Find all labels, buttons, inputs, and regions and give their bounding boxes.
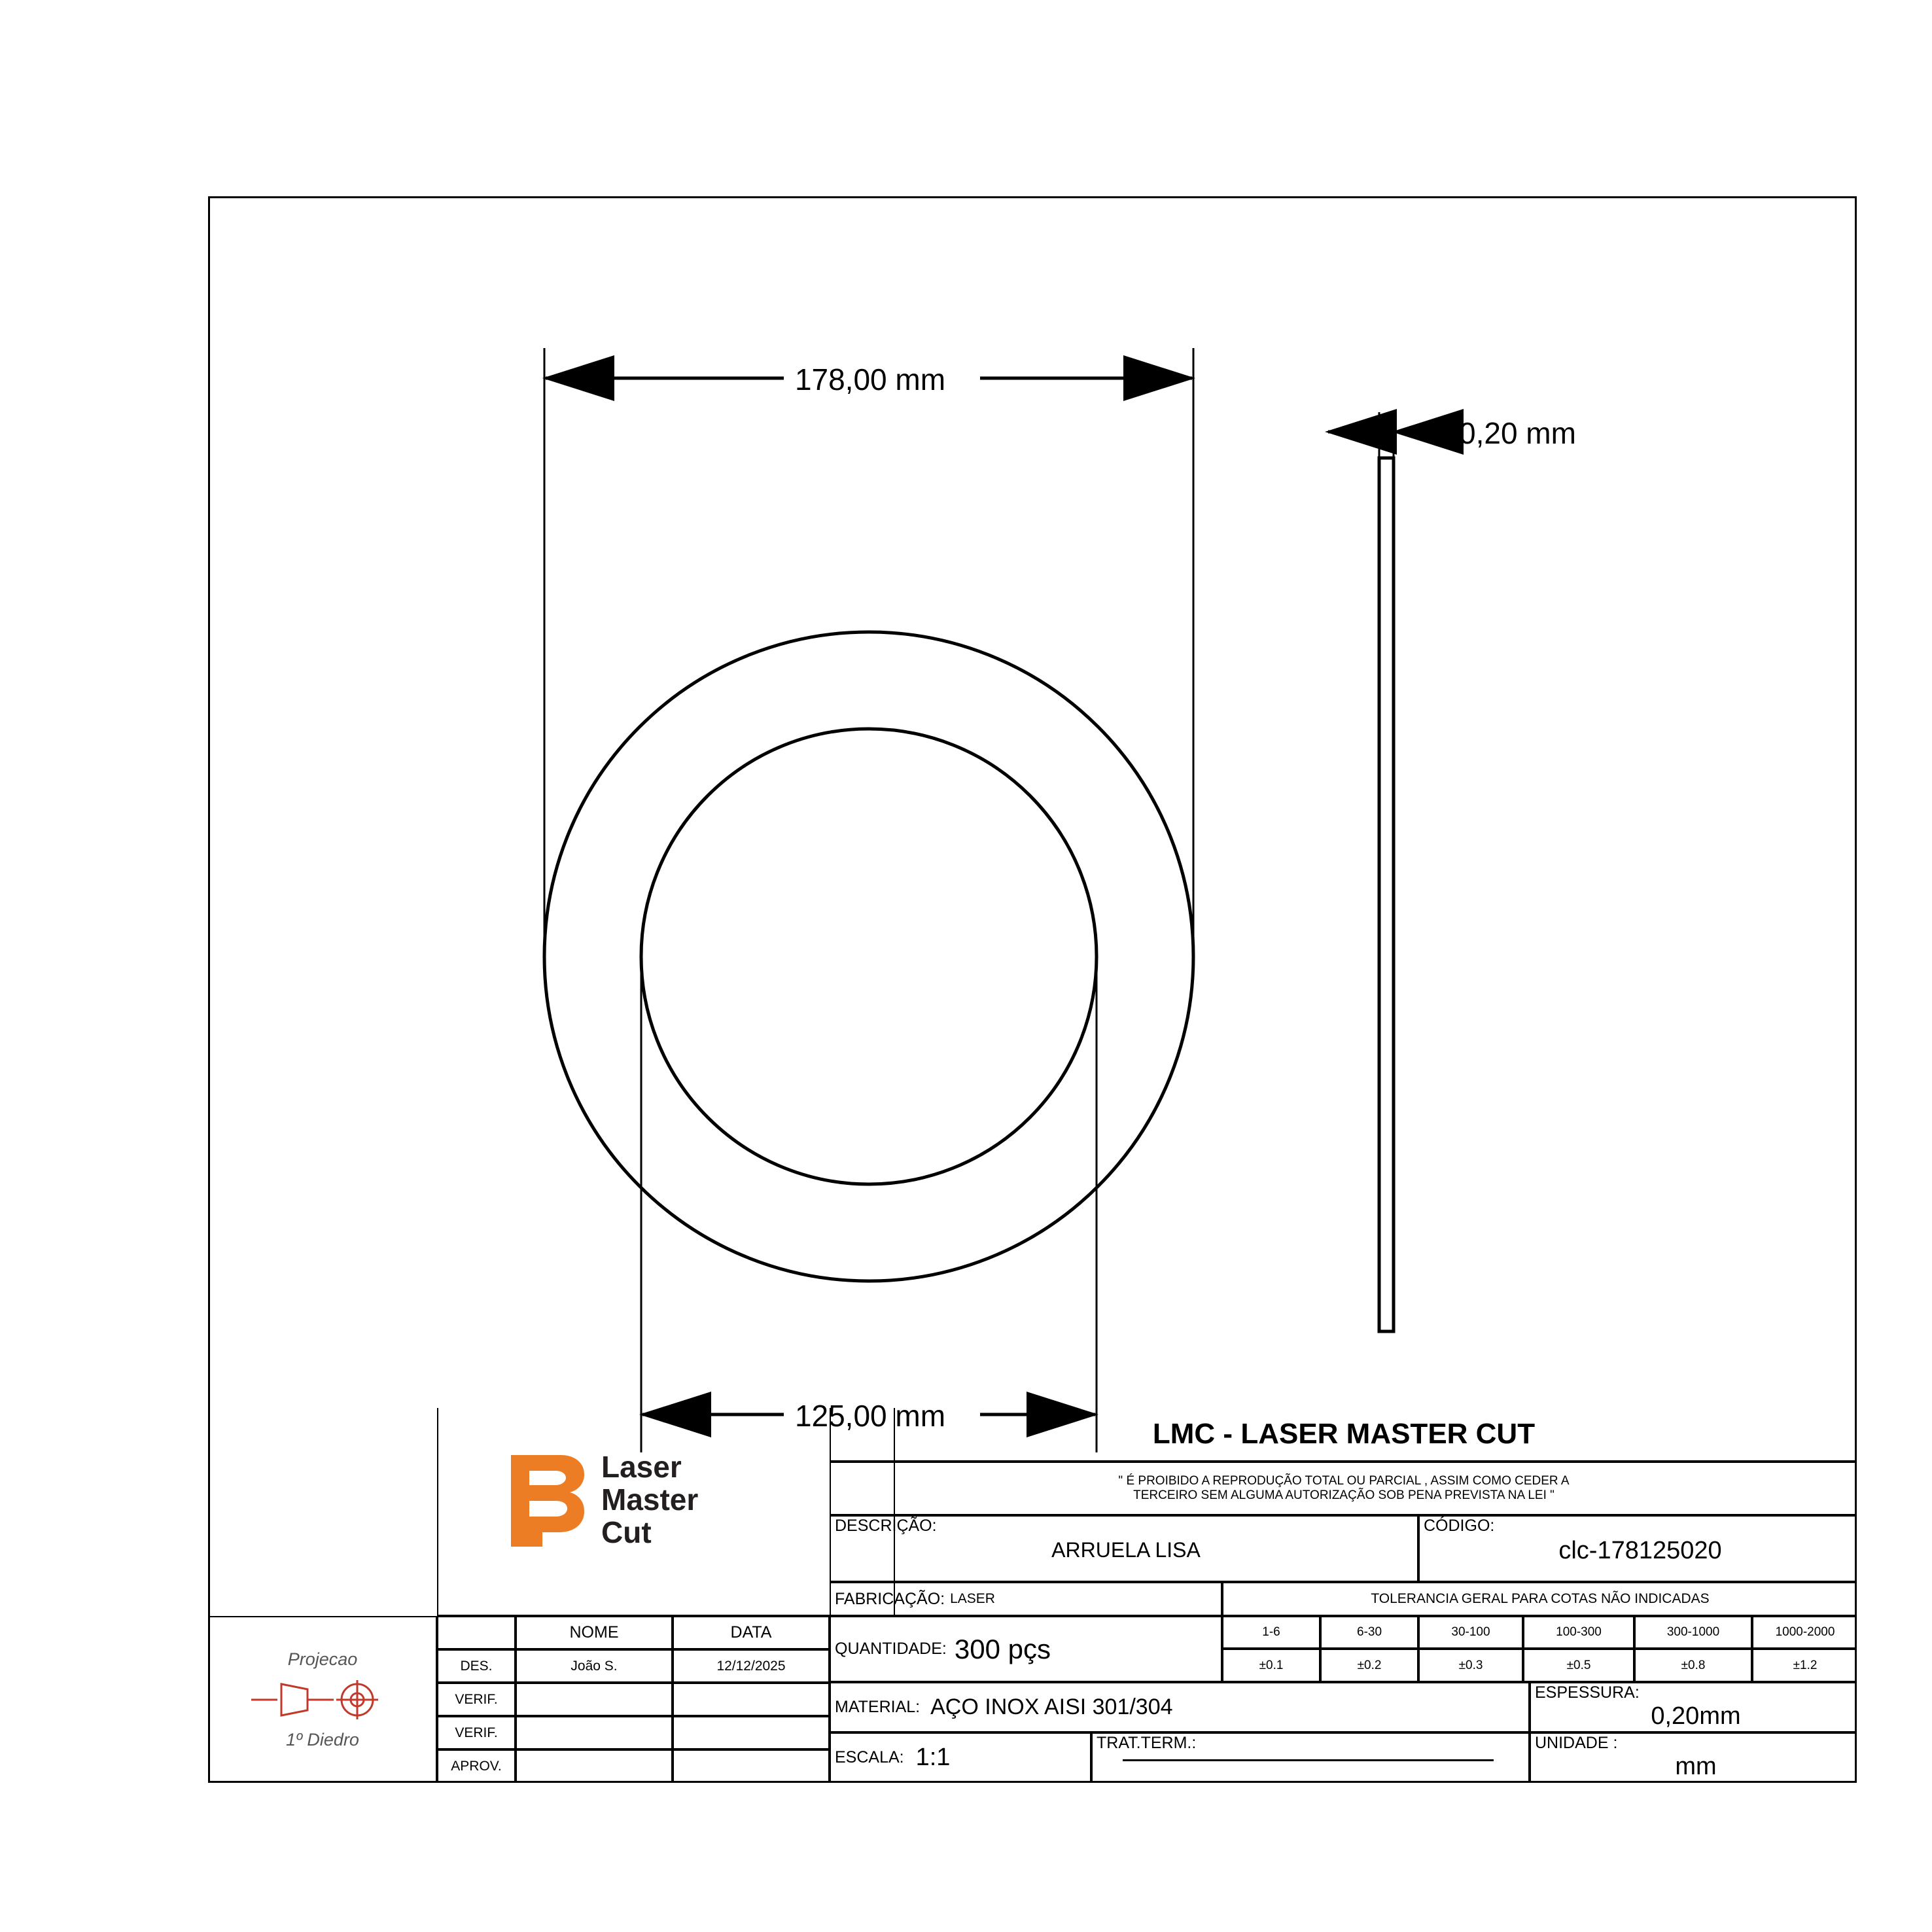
tolerance-value-3: ±0.5 [1523,1649,1634,1682]
escala-value: 1:1 [915,1744,951,1771]
projection-bottom-label: 1º Diedro [286,1729,359,1749]
signers-role-1: VERIF. [437,1683,516,1716]
tolerance-range-4: 300-1000 [1634,1616,1752,1649]
quantidade-label: QUANTIDADE: [835,1640,947,1658]
logo-line-1: Laser [601,1450,682,1484]
signers-role-3: APROV. [437,1749,516,1783]
codigo-cell [1418,1515,1857,1582]
codigo-value: clc-178125020 [1558,1537,1722,1564]
escala-cell [830,1732,1091,1783]
tolerance-range-2: 30-100 [1418,1616,1523,1649]
signers-corner-cell [437,1616,516,1649]
signers-data-3 [673,1749,830,1783]
signers-role-0: DES. [437,1649,516,1683]
tolerance-value-2: ±0.3 [1418,1649,1523,1682]
escala-label: ESCALA: [835,1748,904,1766]
espessura-cell [1530,1682,1857,1732]
projection-top-label: Projecao [287,1649,358,1669]
dim-text-inner: 125,00 mm [794,1399,946,1433]
signers-data-1 [673,1683,830,1716]
fabricacao-value: LASER [950,1591,995,1606]
signers-role-2: VERIF. [437,1716,516,1749]
dim-text-thickness: 0,20 mm [1459,416,1576,450]
descricao-value: ARRUELA LISA [1051,1538,1201,1562]
trat-term-value-line [1123,1758,1494,1761]
codigo-label: CÓDIGO: [1424,1517,1495,1535]
tolerance-title: TOLERANCIA GERAL PARA COTAS NÃO INDICADAS [1222,1582,1857,1616]
descricao-label: DESCRIÇÃO: [835,1517,937,1535]
tolerance-range-0: 1-6 [1222,1616,1320,1649]
material-cell [830,1682,1530,1732]
quantidade-value: 300 pçs [954,1633,1051,1664]
side-view-profile [1379,458,1394,1331]
descricao-cell [830,1515,1418,1582]
signers-nome-2 [516,1716,673,1749]
tolerance-value-0: ±0.1 [1222,1649,1320,1682]
dim-text-outer: 178,00 mm [794,362,946,396]
copyright-line-1: " É PROIBIDO A REPRODUÇÃO TOTAL OU PARCIAL , ASSIM COMO CEDER A [1118,1474,1570,1488]
logo-line-3: Cut [601,1515,652,1549]
unidade-label: UNIDADE : [1535,1734,1618,1752]
company-logo-icon [507,1451,592,1549]
signers-data-0: 12/12/2025 [673,1649,830,1683]
signers-nome-3 [516,1749,673,1783]
first-angle-symbol-icon [247,1670,398,1730]
tolerance-value-1: ±0.2 [1320,1649,1418,1682]
espessura-value: 0,20mm [1651,1702,1741,1730]
quantidade-cell [830,1616,1222,1682]
signers-col-data: DATA [673,1616,830,1649]
signers-nome-1 [516,1683,673,1716]
tolerance-range-5: 1000-2000 [1752,1616,1857,1649]
material-label: MATERIAL: [835,1698,921,1716]
tolerance-value-5: ±1.2 [1752,1649,1857,1682]
tolerance-range-3: 100-300 [1523,1616,1634,1649]
signers-data-2 [673,1716,830,1749]
logo-box [437,1408,895,1616]
inner-circle [641,729,1097,1184]
unidade-value: mm [1675,1753,1717,1780]
tolerance-value-4: ±0.8 [1634,1649,1752,1682]
title-block [208,1408,1857,1783]
tolerance-range-1: 6-30 [1320,1616,1418,1649]
copyright-notice [830,1462,1857,1515]
fabricacao-cell [830,1582,1222,1616]
fabricacao-label: FABRICAÇÃO: [835,1589,945,1608]
material-value: AÇO INOX AISI 301/304 [930,1695,1173,1719]
logo-line-2: Master [601,1483,699,1517]
signers-nome-0: João S. [516,1649,673,1683]
espessura-label: ESPESSURA: [1535,1683,1640,1702]
company-logo-text [601,1451,698,1549]
trat-term-label: TRAT.TERM.: [1097,1734,1197,1752]
trat-term-cell [1091,1732,1530,1783]
projection-box [208,1616,437,1783]
copyright-line-2: TERCEIRO SEM ALGUMA AUTORIZAÇÃO SOB PENA PREVISTA NA LEI " [1133,1488,1554,1502]
unidade-cell [1530,1732,1857,1783]
signers-col-nome: NOME [516,1616,673,1649]
company-name: LMC - LASER MASTER CUT [830,1408,1857,1462]
